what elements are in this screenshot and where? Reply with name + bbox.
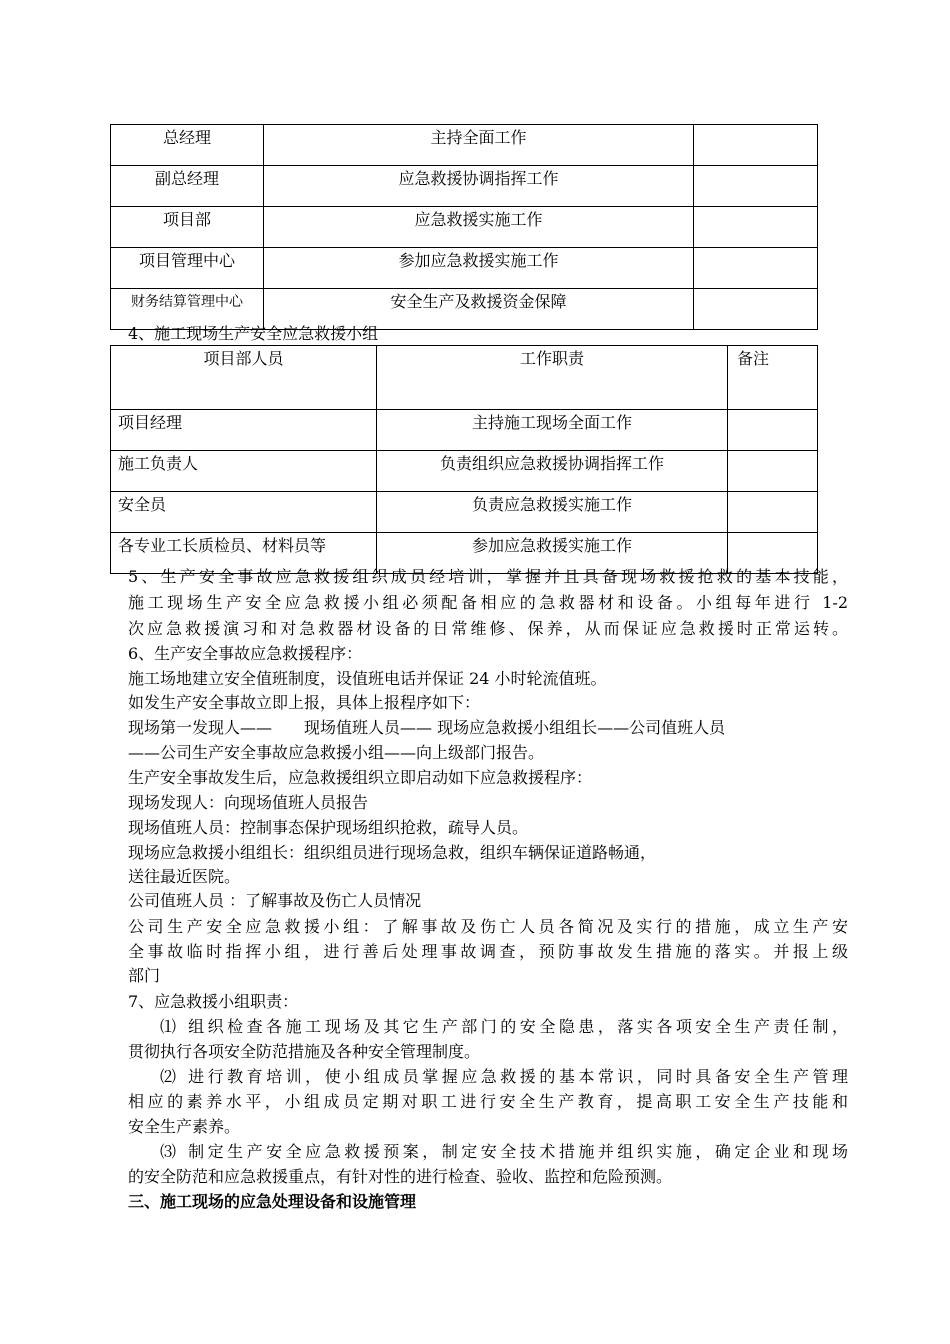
- duty-cell: 应急救援实施工作: [264, 207, 694, 248]
- paragraph-6-line-3: 现场第一发现人—— 现场值班人员—— 现场应急救援小组组长——公司值班人员: [128, 718, 726, 737]
- paragraph-5-line-3: 次应急救援演习和对急救器材设备的日常维修、保养，从而保证应急救援时正常运转。: [128, 619, 848, 638]
- header-note: 备注: [728, 346, 818, 410]
- duty-cell: 负责应急救援实施工作: [377, 492, 728, 533]
- section-6-title: 6、生产安全事故应急救援程序：: [128, 644, 363, 663]
- paragraph-6-line-7: 现场值班人员：控制事态保护现场组织抢救，疏导人员。: [128, 818, 529, 837]
- table-row: [111, 492, 818, 533]
- paragraph-6-line-4: ——公司生产安全事故应急救援小组——向上级部门报告。: [128, 743, 545, 762]
- role-cell: 项目部: [111, 207, 264, 248]
- paragraph-6-line-5: 生产安全事故发生后，应急救援组织立即启动如下应急救援程序：: [128, 768, 593, 787]
- note-cell: [694, 248, 818, 289]
- note-cell: [694, 125, 818, 166]
- table-row: [111, 248, 818, 289]
- duty-cell: 参加应急救援实施工作: [377, 533, 728, 574]
- duty-3-line-2: 的安全防范和应急救援重点，有针对性的进行检查、验收、监控和危险预测。: [128, 1167, 673, 1186]
- paragraph-6-line-11: 公司生产安全应急救援小组：了解事故及伤亡人员各简况及实行的措施，成立生产安: [128, 917, 848, 936]
- duty-cell: 主持全面工作: [264, 125, 694, 166]
- duty-2-line-2: 相应的素养水平，小组成员定期对职工进行安全生产教育，提高职工安全生产技能和: [128, 1092, 848, 1111]
- role-cell: 施工负责人: [111, 451, 377, 492]
- table-row: [111, 166, 818, 207]
- note-cell: [728, 410, 818, 451]
- section-4-title: 4、施工现场生产安全应急救援小组: [128, 324, 379, 343]
- table-row: [111, 207, 818, 248]
- duty-cell: 安全生产及救援资金保障: [264, 289, 694, 330]
- paragraph-6-line-12: 全事故临时指挥小组，进行善后处理事故调查，预防事故发生措施的落实。并报上级: [128, 942, 848, 961]
- duty-2-line-1: ⑵ 进行教育培训，使小组成员掌握应急救援的基本常识，同时具备安全生产管理: [160, 1067, 848, 1086]
- role-cell: 项目管理中心: [111, 248, 264, 289]
- duty-1-line-1: ⑴ 组织检查各施工现场及其它生产部门的安全隐患，落实各项安全生产责任制，: [160, 1017, 848, 1036]
- table-row: [111, 125, 818, 166]
- duty-cell: 主持施工现场全面工作: [377, 410, 728, 451]
- role-cell: 财务结算管理中心: [111, 289, 264, 330]
- paragraph-6-line-9: 送往最近医院。: [128, 867, 241, 886]
- paragraph-6-line-6: 现场发现人：向现场值班人员报告: [128, 793, 369, 812]
- note-cell: [728, 492, 818, 533]
- paragraph-6-line-1: 施工场地建立安全值班制度，设值班电话并保证 24 小时轮流值班。: [128, 669, 607, 688]
- note-cell: [694, 166, 818, 207]
- duty-cell: 负责组织应急救援协调指挥工作: [377, 451, 728, 492]
- paragraph-6-line-13: 部门: [128, 966, 161, 985]
- duty-1-line-2: 贯彻执行各项安全防范措施及各种安全管理制度。: [128, 1042, 481, 1061]
- note-cell: [694, 207, 818, 248]
- paragraph-6-line-8: 现场应急救援小组组长：组织组员进行现场急救，组织车辆保证道路畅通，: [128, 843, 657, 862]
- table-row: [111, 410, 818, 451]
- section-7-title: 7、应急救援小组职责：: [128, 992, 299, 1011]
- table-row: [111, 451, 818, 492]
- emergency-org-table: [110, 124, 818, 330]
- role-cell: 安全员: [111, 492, 377, 533]
- header-staff: 项目部人员: [111, 346, 377, 410]
- paragraph-6-line-10: 公司值班人员 ：了解事故及伤亡人员情况: [128, 891, 422, 910]
- section-3-heading: 三、施工现场的应急处理设备和设施管理: [128, 1192, 417, 1211]
- role-cell: 项目经理: [111, 410, 377, 451]
- paragraph-5-line-2: 施工现场生产安全应急救援小组必须配备相应的急救器材和设备。小组每年进行 1-2: [128, 593, 848, 612]
- duty-2-line-3: 安全生产素养。: [128, 1117, 241, 1136]
- paragraph-6-line-2: 如发生产安全事故立即上报，具体上报程序如下：: [128, 693, 481, 712]
- role-cell: 副总经理: [111, 166, 264, 207]
- duty-3-line-1: ⑶ 制定生产安全应急救援预案，制定安全技术措施并组织实施，确定企业和现场: [160, 1142, 848, 1161]
- duty-cell: 参加应急救援实施工作: [264, 248, 694, 289]
- duty-cell: 应急救援协调指挥工作: [264, 166, 694, 207]
- site-rescue-team-table: [110, 345, 818, 574]
- role-cell: 各专业工长质检员、材料员等: [111, 533, 377, 574]
- header-duty: 工作职责: [377, 346, 728, 410]
- table-header-row: [111, 346, 818, 410]
- paragraph-5-line-1: 5、生产安全事故应急救援组织成员经培训，掌握并且具备现场救援抢救的基本技能，: [128, 567, 848, 586]
- note-cell: [728, 451, 818, 492]
- role-cell: 总经理: [111, 125, 264, 166]
